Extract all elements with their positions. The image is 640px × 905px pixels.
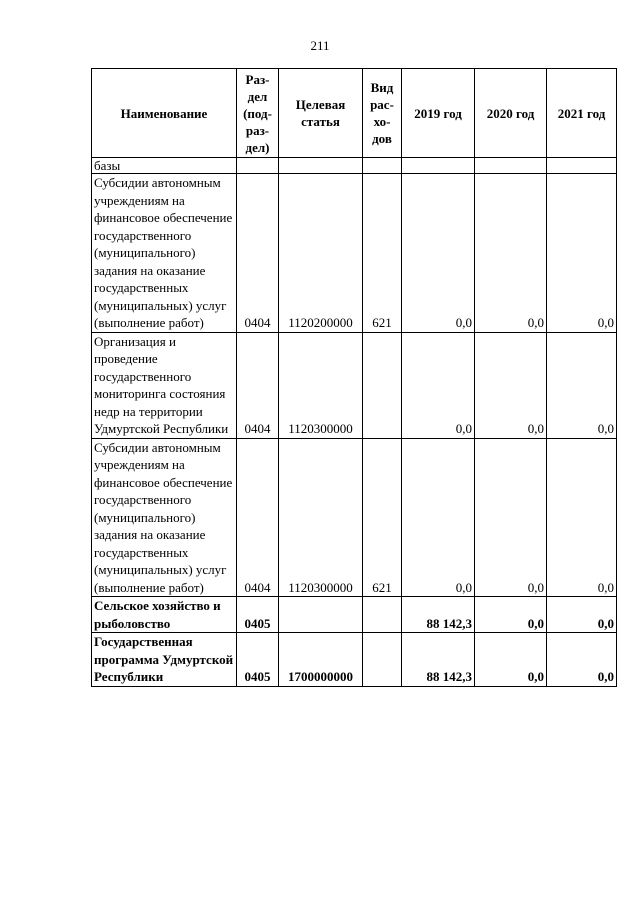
header-type: Вид рас- хо- дов <box>363 69 402 158</box>
row-section: 0405 <box>237 597 279 633</box>
row-name: Субсидии автономным учреждениям на финансовое обеспечение государственного (муниципального) задания на оказание государственных (муниципальных) услуг (выполнение работ) <box>92 438 237 597</box>
row-2019 <box>402 158 475 174</box>
row-2019: 0,0 <box>402 174 475 333</box>
row-article: 1120300000 <box>279 438 363 597</box>
header-name: Наименование <box>92 69 237 158</box>
row-article: 1120300000 <box>279 332 363 438</box>
budget-table <box>91 68 617 687</box>
row-2020 <box>475 158 547 174</box>
row-section: 0405 <box>237 633 279 687</box>
row-2019: 88 142,3 <box>402 633 475 687</box>
row-2020: 0,0 <box>475 438 547 597</box>
row-2020: 0,0 <box>475 597 547 633</box>
row-2020: 0,0 <box>475 174 547 333</box>
row-2021: 0,0 <box>547 597 617 633</box>
row-section: 0404 <box>237 174 279 333</box>
row-2021: 0,0 <box>547 174 617 333</box>
page-number: 211 <box>310 38 330 53</box>
row-type: 621 <box>363 438 402 597</box>
row-type <box>363 332 402 438</box>
table-row <box>92 158 617 174</box>
row-name: Сельское хозяйство и рыболовство <box>92 597 237 633</box>
row-2021: 0,0 <box>547 438 617 597</box>
row-section: 0404 <box>237 438 279 597</box>
header-section: Раз- дел (под- раз- дел) <box>237 69 279 158</box>
row-article: 1120200000 <box>279 174 363 333</box>
row-section: 0404 <box>237 332 279 438</box>
header-2021: 2021 год <box>547 69 617 158</box>
table-row <box>92 332 617 438</box>
table-row <box>92 174 617 333</box>
table-row <box>92 597 617 633</box>
row-2020: 0,0 <box>475 633 547 687</box>
row-2021: 0,0 <box>547 633 617 687</box>
row-2019: 0,0 <box>402 438 475 597</box>
row-type <box>363 158 402 174</box>
row-article <box>279 597 363 633</box>
row-type <box>363 633 402 687</box>
row-name: Субсидии автономным учреждениям на финансовое обеспечение государственного (муниципального) задания на оказание государственных (муниципальных) услуг (выполнение работ) <box>92 174 237 333</box>
header-article: Целевая статья <box>279 69 363 158</box>
row-2021 <box>547 158 617 174</box>
table-row <box>92 438 617 597</box>
table-header-row <box>92 69 617 158</box>
table-row <box>92 633 617 687</box>
row-2019: 0,0 <box>402 332 475 438</box>
header-2020: 2020 год <box>475 69 547 158</box>
row-section <box>237 158 279 174</box>
row-article <box>279 158 363 174</box>
row-2021: 0,0 <box>547 332 617 438</box>
row-type <box>363 597 402 633</box>
row-name: Государственная программа Удмуртской Республики <box>92 633 237 687</box>
row-name: базы <box>92 158 237 174</box>
row-2019: 88 142,3 <box>402 597 475 633</box>
row-2020: 0,0 <box>475 332 547 438</box>
row-type: 621 <box>363 174 402 333</box>
row-name: Организация и проведение государственного мониторинга состояния недр на территории Удмуртской Республики <box>92 332 237 438</box>
row-article: 1700000000 <box>279 633 363 687</box>
header-2019: 2019 год <box>402 69 475 158</box>
